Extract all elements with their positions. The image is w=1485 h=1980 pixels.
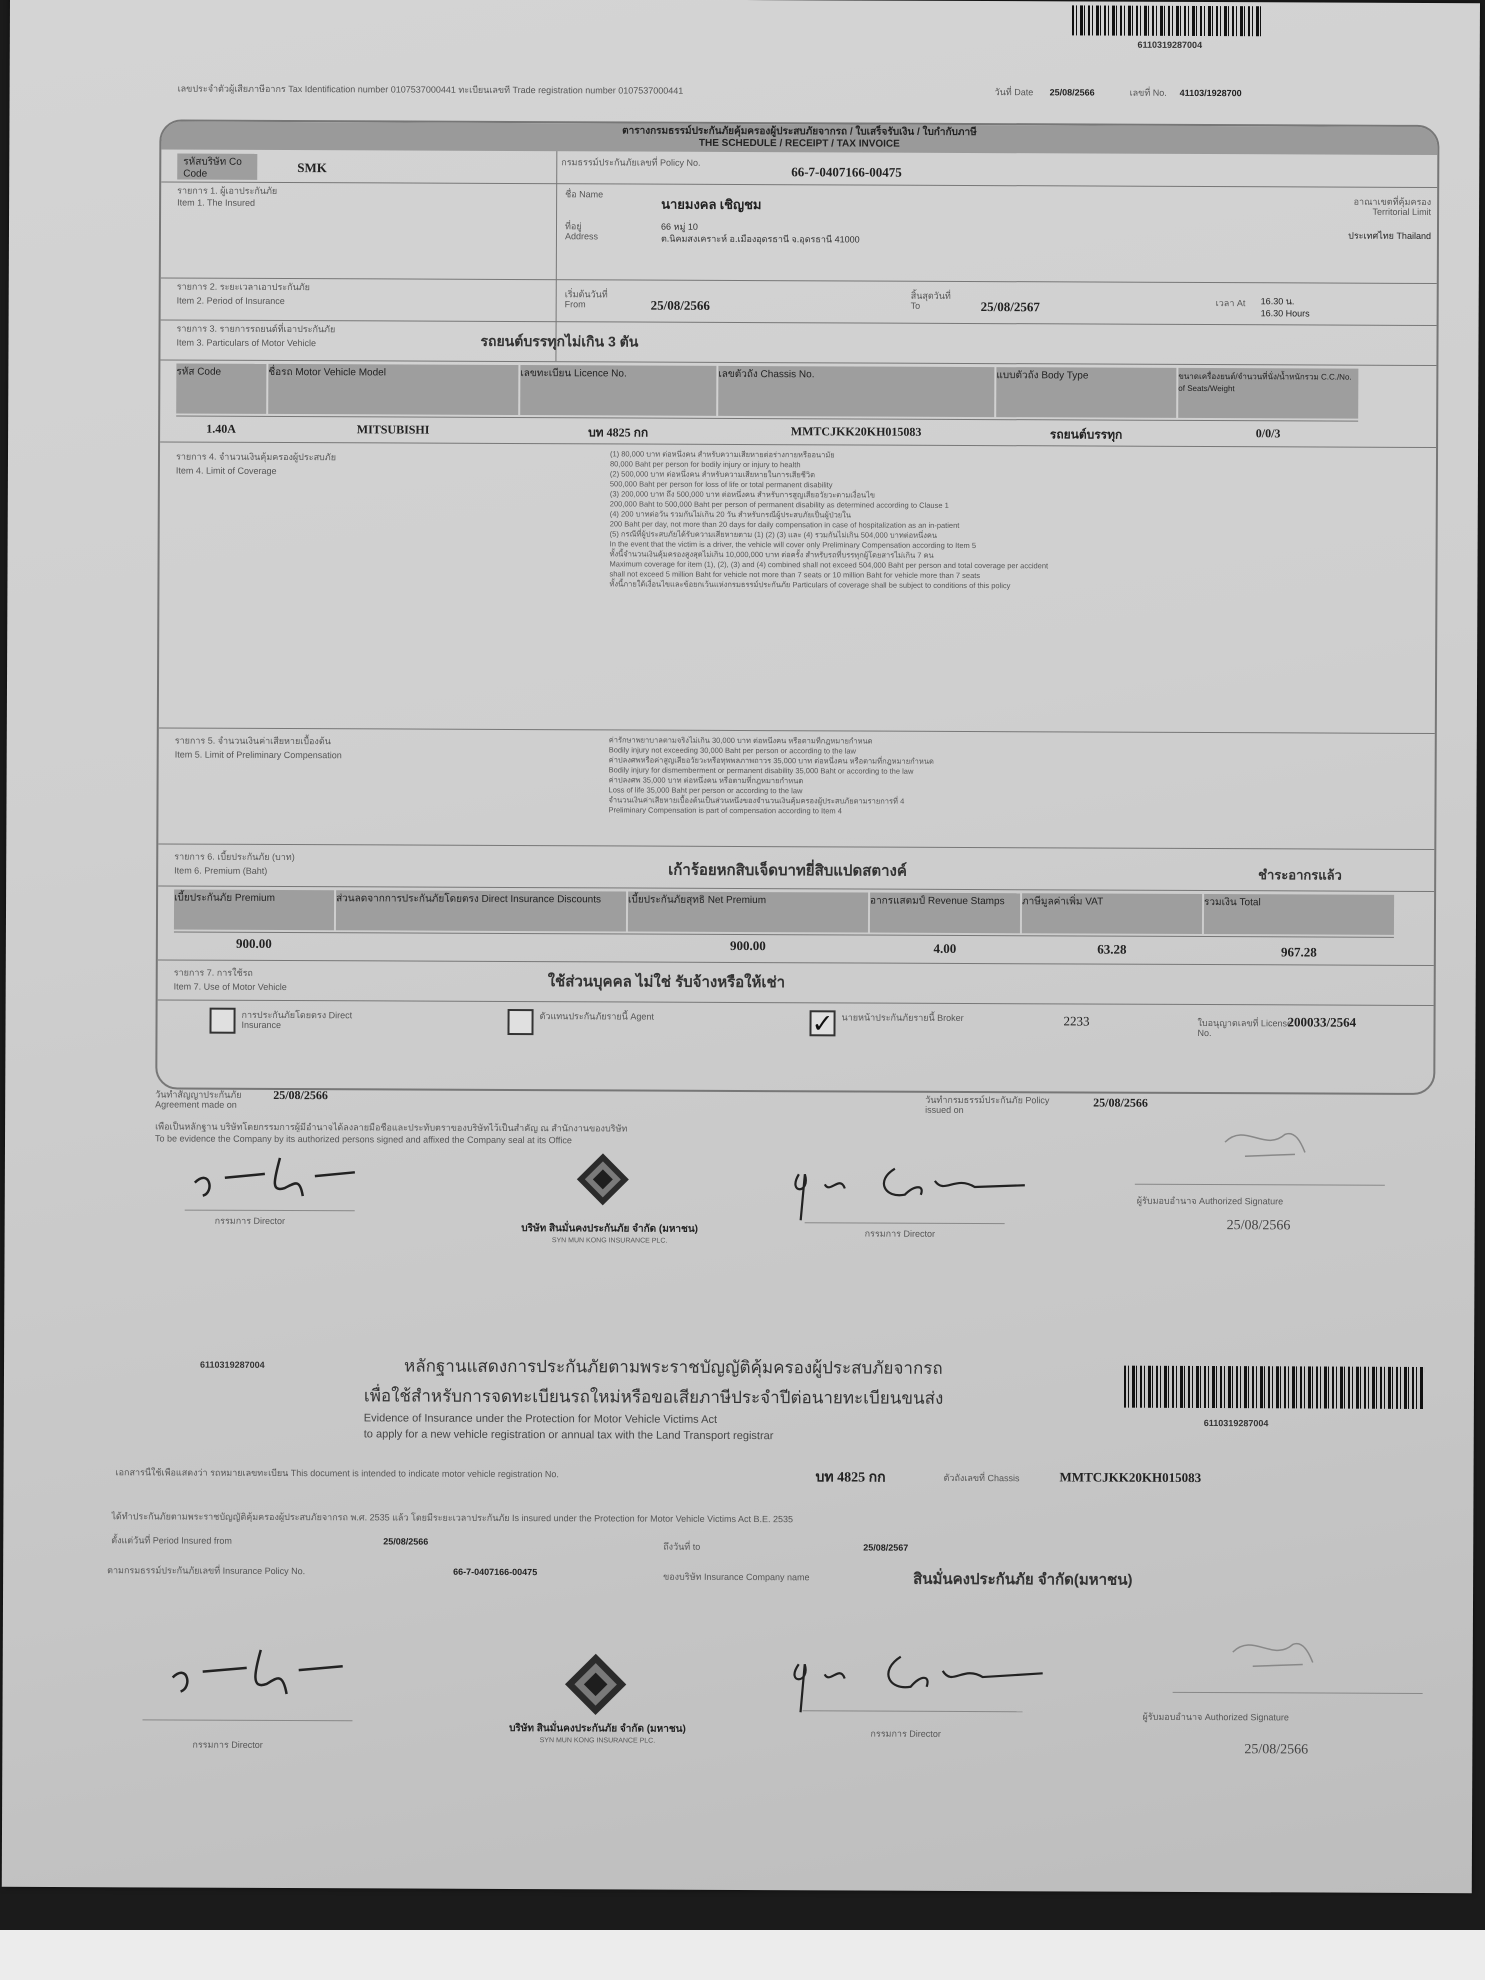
director-label-2: กรรมการ Director [864, 1228, 936, 1239]
evidence-company-label: ของบริษัท Insurance Company name [663, 1571, 810, 1583]
to-label: สิ้นสุดวันที่ To [910, 290, 951, 312]
stamps-value: 4.00 [933, 940, 957, 956]
premium-value: 900.00 [235, 935, 272, 951]
item2-en: Item 2. Period of Insurance [176, 295, 285, 306]
evidence-authorized-date: 25/08/2566 [1244, 1742, 1309, 1758]
vehicle-header-body: แบบตัวถัง Body Type [996, 367, 1176, 418]
coverage-line: (4) 200 บาทต่อวัน รวมกันไม่เกิน 20 วัน สำหรับกรณีผู้ประสบภัยเป็นผู้ป่วยใน [609, 509, 852, 520]
policy-issued-label: วันทำกรมธรรม์ประกันภัย Policy issued on [925, 1094, 1050, 1116]
item1-label: รายการ 1. ผู้เอาประกันภัย [177, 185, 278, 196]
evidence-policy-label: ตามกรมธรรม์ประกันภัยเลขที่ Insurance Policy No. [107, 1565, 306, 1577]
coverage-line: (3) 200,000 บาท ถึง 500,000 บาท ต่อหนึ่งคน สำหรับการสูญเสียอวัยวะตามเงื่อนไข [609, 489, 876, 500]
evidence-reg-value: บท 4825 กก [815, 1470, 886, 1486]
director-signature-1 [185, 1148, 375, 1209]
prelim-line: Preliminary Compensation is part of compensation according to Item 4 [608, 805, 842, 816]
address-line1: 66 หมู่ 10 [660, 221, 698, 232]
evidence-director-signature-1 [163, 1637, 363, 1708]
vehicle-header-model: ชื่อรถ Motor Vehicle Model [268, 364, 518, 415]
preliminary-text [608, 735, 1408, 842]
vehicle-header-code: รหัส Code [176, 364, 266, 414]
vehicle-chassis: MMTCJKK20KH015083 [790, 424, 922, 439]
premium-header-vat: ภาษีมูลค่าเพิ่ม VAT [1022, 893, 1202, 934]
prelim-line: Bodily injury not exceeding 30,000 Baht per person or according to the law [608, 745, 856, 756]
item7-en: Item 7. Use of Motor Vehicle [173, 981, 287, 993]
coverage-line: ทั้งนี้ภายใต้เงื่อนไขและข้อยกเว้นแห่งกรมธรรม์ประกันภัย Particulars of coverage shall be subject to conditions of this policy [609, 579, 1011, 591]
evidence-policy-value: 66-7-0407166-00475 [453, 1566, 538, 1578]
paid-status: ชำระอากรแล้ว [1258, 867, 1342, 883]
authorized-label-1: ผู้รับมอบอำนาจ Authorized Signature [1136, 1195, 1284, 1207]
background-surface [0, 1930, 1485, 1980]
evidence-en: To be evidence the Company by its authorized persons signed and affixed the Company seal at its Office [155, 1133, 572, 1146]
item3-en: Item 3. Particulars of Motor Vehicle [176, 337, 317, 349]
coverage-line: (2) 500,000 บาท ต่อหนึ่งคน สำหรับความเสียหายในการเสียชีวิต [609, 469, 816, 480]
top-barcode [1072, 5, 1262, 36]
coverage-line: (5) กรณีที่ผู้ประสบภัยได้รับความเสียหายตาม (1) (2) (3) และ (4) รวมกันไม่เกิน 504,000 บาทต่อหนึ่งคน [609, 529, 938, 540]
company-logo-icon [575, 1151, 631, 1207]
evidence-subtitle-en: to apply for a new vehicle registration or annual tax with the Land Transport registrar [363, 1428, 774, 1443]
policy-value: 66-7-0407166-00475 [791, 164, 902, 180]
address-label: ที่อยู่ Address [564, 221, 599, 242]
vehicle-model: MITSUBISHI [356, 422, 430, 437]
premium-header-stamps: อากรแสตมป์ Revenue Stamps [870, 893, 1020, 934]
co-code-value: SMK [297, 160, 327, 176]
total-value: 967.28 [1280, 944, 1317, 960]
authorized-date-1: 25/08/2566 [1226, 1218, 1291, 1234]
territorial-label: อาณาเขตที่คุ้มครอง Territorial Limit [1353, 196, 1432, 218]
item7-label: รายการ 7. การใช้รถ [173, 967, 253, 978]
schedule-title-th: ตารางกรมธรรม์ประกันภัยคุ้มครองผู้ประสบภัยจากรถ / ใบเสร็จรับเงิน / ใบกำกับภาษี [622, 125, 977, 139]
coverage-line: 200,000 Baht to 500,000 Baht per person of permanent disability as determined according to Clause 1 [609, 499, 949, 510]
coverage-line: 80,000 Baht per person for bodily injury or injury to health [609, 459, 801, 470]
item2-label: รายการ 2. ระยะเวลาเอาประกันภัย [176, 281, 310, 293]
evidence-chassis-label: ตัวถังเลขที่ Chassis [943, 1472, 1020, 1484]
evidence-company-value: สินมั่นคงประกันภัย จำกัด(มหาชน) [913, 1570, 1133, 1589]
policy-label: กรมธรรม์ประกันภัยเลขที่ Policy No. [561, 157, 701, 168]
time-to: 16.30 Hours [1260, 308, 1310, 319]
vehicle-header-chassis: เลขตัวถัง Chassis No. [718, 366, 994, 417]
premium-header-total: รวมเงิน Total [1204, 894, 1394, 935]
doc-no-label: เลขที่ No. [1129, 87, 1167, 98]
evidence-authorized-signature [1213, 1622, 1333, 1683]
license-label: ใบอนุญาตเลขที่ License No. [1197, 1017, 1292, 1039]
name-label: ชื่อ Name [565, 189, 604, 200]
prelim-line: ค่ารักษาพยาบาลตามจริงไม่เกิน 30,000 บาท ต่อหนึ่งคน หรือตามที่กฎหมายกำหนด [608, 735, 873, 746]
evidence-barcode-number: 6110319287004 [1203, 1418, 1269, 1429]
co-code-label: รหัสบริษัท Co Code [177, 154, 257, 180]
vehicle-body-type: รถยนต์บรรทุก [1049, 427, 1123, 442]
evidence-company-name-th: บริษัท สินมั่นคงประกันภัย จำกัด (มหาชน) [509, 1722, 686, 1735]
vehicle-header-licence: เลขทะเบียน Licence No. [520, 365, 716, 416]
territorial-value: ประเทศไทย Thailand [1348, 230, 1431, 241]
address-line2: ต.นิคมสงเคราะห์ อ.เมืองอุดรธานี จ.อุดรธานี 41000 [660, 233, 860, 245]
top-barcode-number: 6110319287004 [1137, 39, 1203, 50]
discount-value [336, 936, 626, 937]
broker-label: นายหน้าประกันภัยรายนี้ Broker [841, 1012, 964, 1023]
from-value: 25/08/2566 [650, 297, 710, 313]
evidence-barcode [1124, 1366, 1424, 1409]
director-label-1: กรรมการ Director [214, 1215, 286, 1227]
vehicle-cc: 0/0/3 [1255, 426, 1281, 441]
policy-issued-date: 25/08/2566 [1093, 1095, 1148, 1110]
broker-checkbox-checked: ✓ [809, 1010, 835, 1036]
vehicle-header-cc: ขนาดเครื่องยนต์/จำนวนที่นั่ง/น้ำหนักรวม C.C./No. of Seats/Weight [1178, 368, 1358, 419]
schedule-title [161, 121, 1437, 155]
evidence-subtitle-th: เพื่อใช้สำหรับการจดทะเบียนรถใหม่หรือขอเสียภาษีประจำปีต่อนายทะเบียนขนส่ง [363, 1386, 944, 1408]
item3-label: รายการ 3. รายการรถยนต์ที่เอาประกันภัย [176, 323, 336, 335]
prelim-line: Loss of life 35,000 Baht per person or according to the law [608, 785, 803, 796]
evidence-title-th: หลักฐานแสดงการประกันภัยตามพระราชบัญญัติคุ้มครองผู้ประสบภัยจากรถ [403, 1356, 943, 1378]
company-name-en-1: SYN MUN KONG INSURANCE PLC. [551, 1237, 668, 1245]
broker-code: 2233 [1063, 1013, 1090, 1029]
date-label: วันที่ Date [994, 87, 1034, 98]
prelim-line: Bodily injury for dismemberment or permanent disability 35,000 Baht or according to the law [608, 765, 914, 776]
item5-label: รายการ 5. จำนวนเงินค่าเสียหายเบื้องต้น [174, 735, 331, 747]
policy-document [2, 0, 1480, 1893]
vehicle-licence: บท 4825 กก [588, 425, 649, 440]
item4-en: Item 4. Limit of Coverage [175, 465, 277, 476]
date-value: 25/08/2566 [1049, 87, 1095, 98]
authorized-signature-1 [1205, 1112, 1325, 1173]
from-label: เริ่มต้นวันที่ From [564, 289, 608, 310]
evidence-from-label: ตั้งแต่วันที่ Period Insured from [111, 1535, 232, 1546]
item1-en: Item 1. The Insured [177, 197, 256, 208]
agent-label: ตัวแทนประกันภัยรายนี้ Agent [539, 1011, 654, 1022]
direct-insurance-checkbox [209, 1008, 235, 1034]
net-premium-value: 900.00 [729, 937, 766, 954]
evidence-director-label-1: กรรมการ Director [192, 1739, 263, 1750]
prelim-line: ค่าปลงศพหรือค่าสูญเสียอวัยวะหรือทุพพลภาพถาวร 35,000 บาท ต่อหนึ่งคน หรือตามที่กฎหมายกำหนด [608, 755, 934, 766]
coverage-line: 200 Baht per day, not more than 20 days for daily compensation in case of hospitalization as an in-patient [609, 519, 960, 530]
insured-name: นายมงคล เชิญชม [661, 196, 762, 213]
evidence-director-label-2: กรรมการ Director [870, 1728, 941, 1739]
vehicle-description: รถยนต์บรรทุกไม่เกิน 3 ตัน [480, 332, 639, 350]
agreement-label: วันทำสัญญาประกันภัย Agreement made on [155, 1089, 242, 1111]
evidence-company-logo-icon [563, 1651, 629, 1717]
use-of-vehicle: ใช้ส่วนบุคคล ไม่ใช่ รับจ้างหรือให้เช่า [547, 973, 786, 992]
prelim-line: จำนวนเงินค่าเสียหายเบื้องต้นเป็นส่วนหนึ่งของจำนวนเงินคุ้มครองผู้ประสบภัยตามรายการที่ 4 [608, 795, 905, 806]
coverage-line: (1) 80,000 บาท ต่อหนึ่งคน สำหรับความเสียหายต่อร่างกายหรืออนามัย [609, 449, 835, 460]
agent-checkbox [507, 1009, 533, 1035]
evidence-from-value: 25/08/2566 [383, 1536, 429, 1547]
doc-no-value: 41103/1928700 [1179, 87, 1242, 99]
agreement-date: 25/08/2566 [273, 1087, 328, 1103]
coverage-line: In the event that the victim is a driver, the vehicle will cover only Preliminary Compensation according to Item 5 [609, 539, 977, 551]
evidence-barcode-number-left: 6110319287004 [200, 1359, 265, 1370]
item6-en: Item 6. Premium (Baht) [174, 865, 268, 876]
schedule-title-en: THE SCHEDULE / RECEIPT / TAX INVOICE [698, 137, 900, 150]
coverage-text [609, 449, 1420, 668]
vehicle-code: 1.40A [206, 421, 236, 436]
evidence-to-label: ถึงวันที่ to [663, 1541, 701, 1552]
evidence-director-signature-2 [782, 1640, 1072, 1721]
item4-label: รายการ 4. จำนวนเงินคุ้มครองผู้ประสบภัย [175, 451, 337, 463]
item6-label: รายการ 6. เบี้ยประกันภัย (บาท) [174, 851, 295, 863]
evidence-reg-label: เอกสารนี้ใช้เพื่อแสดงว่า รถหมายเลขทะเบียน This document is intended to indicate motor vehicle registration No. [115, 1467, 559, 1480]
coverage-line: shall not exceed 5 million Baht for vehicle not more than 7 seats or 10 million Baht for vehicle more than 7 seats [609, 569, 981, 581]
coverage-line: ทั้งนี้จำนวนเงินคุ้มครองสูงสุดไม่เกิน 10,000,000 บาท ต่อครั้ง สำหรับรถที่บรรทุกผู้โดยสารไม่เกิน 7 คน [609, 549, 934, 560]
time-label: เวลา At [1215, 298, 1246, 309]
to-value: 25/08/2567 [980, 299, 1040, 315]
license-value: 200033/2564 [1287, 1014, 1357, 1030]
evidence-insured-line: ได้ทำประกันภัยตามพระราชบัญญัติคุ้มครองผู้ประสบภัยจากรถ พ.ศ. 2535 แล้ว โดยมีระยะเวลาประกันภัย Is insured under the Protection for Motor Vehicle Victims Act B.E. 2535 [111, 1511, 794, 1525]
evidence-authorized-label: ผู้รับมอบอำนาจ Authorized Signature [1142, 1711, 1289, 1723]
company-name-th-1: บริษัท สินมั่นคงประกันภัย จำกัด (มหาชน) [521, 1223, 699, 1235]
tax-id-line: เลขประจำตัวผู้เสียภาษีอากร Tax Identification number 0107537000441 ทะเบียนเลขที่ Trade registration number 0107537000441 [177, 83, 684, 96]
direct-insurance-label: การประกันภัยโดยตรง Direct Insurance [241, 1009, 353, 1031]
coverage-line: 500,000 Baht per person for loss of life or total permanent disability [609, 479, 833, 490]
item5-en: Item 5. Limit of Preliminary Compensation [174, 749, 342, 761]
time-from: 16.30 น. [1260, 296, 1295, 307]
premium-in-words: เก้าร้อยหกสิบเจ็ดบาทยี่สิบแปดสตางค์ [668, 861, 907, 880]
schedule-box [155, 119, 1439, 1095]
premium-header-premium: เบี้ยประกันภัย Premium [174, 890, 334, 931]
evidence-company-name-en: SYN MUN KONG INSURANCE PLC. [539, 1737, 656, 1745]
coverage-line: Maximum coverage for item (1), (2), (3) and (4) combined shall not exceed 504,000 Baht per person and total coverage per accident [609, 559, 1049, 571]
premium-header-discount: ส่วนลดจากการประกันภัยโดยตรง Direct Insurance Discounts [336, 890, 626, 931]
vat-value: 63.28 [1097, 941, 1127, 957]
director-signature-2 [785, 1154, 1055, 1225]
prelim-line: ค่าปลงศพ 35,000 บาท ต่อหนึ่งคน หรือตามที่กฎหมายกำหนด [608, 775, 804, 786]
premium-header-net: เบี้ยประกันภัยสุทธิ Net Premium [628, 891, 868, 932]
evidence-chassis-value: MMTCJKK20KH015083 [1059, 1469, 1202, 1486]
evidence-title-en: Evidence of Insurance under the Protection for Motor Vehicle Victims Act [363, 1412, 718, 1426]
evidence-th: เพื่อเป็นหลักฐาน บริษัทโดยกรรมการผู้มีอำนาจได้ลงลายมือชื่อและประทับตราของบริษัทไว้เป็นสำคัญ ณ สำนักงานของบริษัท [155, 1121, 628, 1134]
evidence-to-value: 25/08/2567 [863, 1542, 909, 1553]
